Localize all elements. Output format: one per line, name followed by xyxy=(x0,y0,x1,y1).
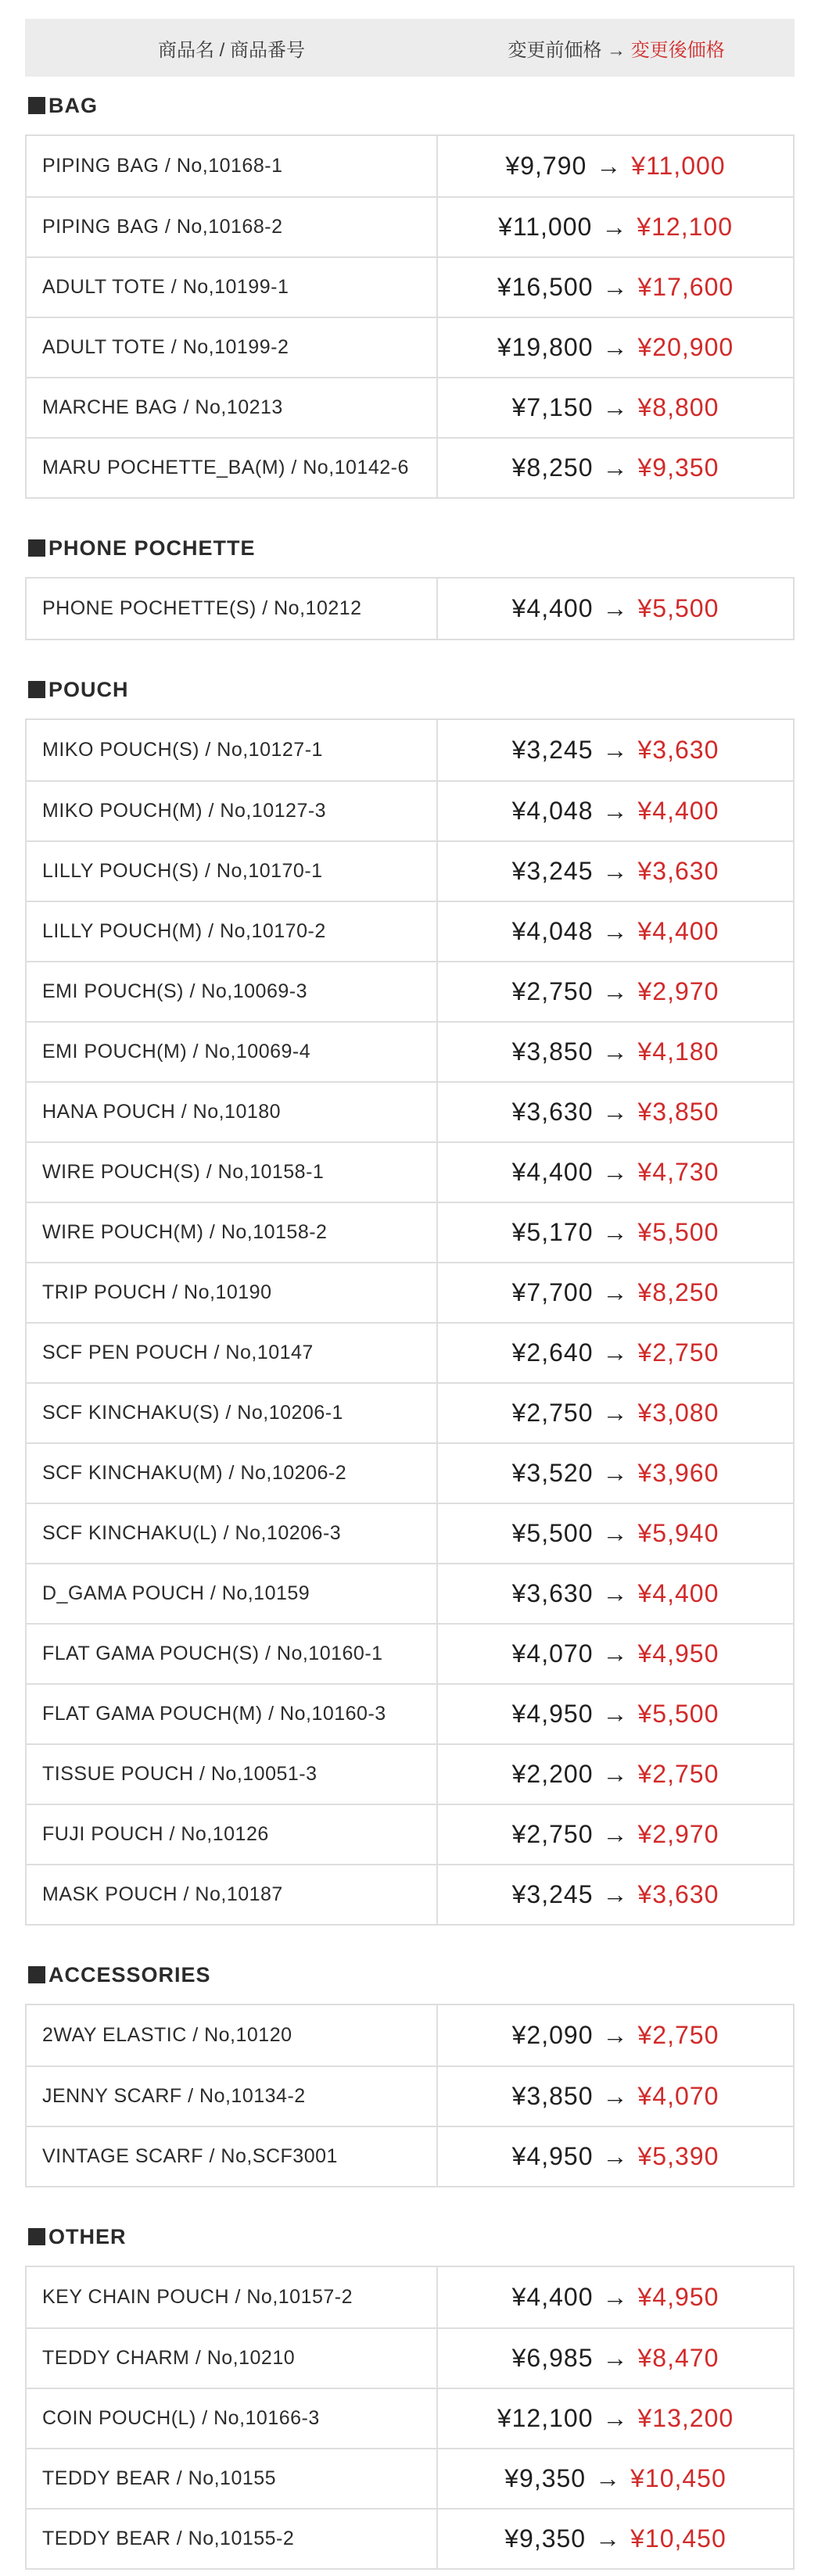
old-price: ¥4,950 xyxy=(511,2142,594,2170)
price-cell xyxy=(438,1083,793,1141)
section-spacer xyxy=(25,2187,795,2208)
price-cell xyxy=(438,1685,793,1743)
price-cell xyxy=(438,1384,793,1442)
table-row xyxy=(27,1503,793,1563)
arrow-right-icon: → xyxy=(602,594,629,622)
section-spacer xyxy=(25,640,795,661)
table-row xyxy=(27,1623,793,1683)
old-price: ¥9,790 xyxy=(505,152,587,180)
section-title-text: ACCESSORIES xyxy=(48,1962,211,1987)
product-name-cell: SCF KINCHAKU(M) / No,10206-2 xyxy=(27,1444,438,1503)
price-table xyxy=(25,577,795,640)
old-price: ¥6,985 xyxy=(511,2344,594,2372)
product-name-cell: SCF PEN POUCH / No,10147 xyxy=(27,1324,438,1382)
new-price: ¥5,500 xyxy=(637,1218,719,1246)
product-name-cell: D_GAMA POUCH / No,10159 xyxy=(27,1564,438,1623)
arrow-right-icon: → xyxy=(602,917,629,945)
arrow-right-icon: → xyxy=(602,797,629,825)
table-row xyxy=(27,196,793,256)
new-price: ¥2,970 xyxy=(637,977,719,1005)
table-row xyxy=(27,1864,793,1924)
arrow-right-icon: → xyxy=(595,2524,622,2553)
table-row xyxy=(27,1442,793,1503)
new-price: ¥2,970 xyxy=(637,1820,719,1848)
old-price: ¥19,800 xyxy=(497,333,594,361)
new-price: ¥4,400 xyxy=(637,797,719,825)
old-price: ¥3,520 xyxy=(511,1459,594,1487)
product-name-cell: TEDDY BEAR / No,10155-2 xyxy=(27,2510,438,2568)
price-cell xyxy=(438,842,793,901)
price-cell xyxy=(438,1263,793,1322)
new-price: ¥4,950 xyxy=(637,2283,719,2311)
section-title-text: PHONE POCHETTE xyxy=(48,536,256,560)
product-name-cell: SCF KINCHAKU(S) / No,10206-1 xyxy=(27,1384,438,1442)
price-cell xyxy=(438,1745,793,1804)
old-price: ¥4,048 xyxy=(511,917,594,945)
product-name-cell: MASK POUCH / No,10187 xyxy=(27,1865,438,1924)
product-name-cell: WIRE POUCH(M) / No,10158-2 xyxy=(27,1203,438,1262)
arrow-right-icon: → xyxy=(602,1579,629,1607)
price-table xyxy=(25,134,795,499)
price-cell xyxy=(438,2067,793,2126)
arrow-right-icon: → xyxy=(602,1399,629,1427)
product-name-cell: COIN POUCH(L) / No,10166-3 xyxy=(27,2389,438,2448)
section-bag xyxy=(25,77,795,499)
arrow-right-icon: → xyxy=(601,213,628,241)
new-price: ¥4,730 xyxy=(637,1158,719,1186)
price-cell xyxy=(438,1805,793,1864)
new-price: ¥10,450 xyxy=(630,2524,727,2553)
product-name-cell: PHONE POCHETTE(S) / No,10212 xyxy=(27,579,438,639)
table-row xyxy=(27,2327,793,2388)
old-price: ¥4,048 xyxy=(511,797,594,825)
arrow-right-icon: → xyxy=(602,1700,629,1728)
old-price: ¥7,700 xyxy=(511,1278,594,1306)
product-name-cell: KEY CHAIN POUCH / No,10157-2 xyxy=(27,2267,438,2327)
product-name-cell: FLAT GAMA POUCH(S) / No,10160-1 xyxy=(27,1625,438,1683)
product-name-cell: LILLY POUCH(S) / No,10170-1 xyxy=(27,842,438,901)
old-price: ¥2,200 xyxy=(511,1760,594,1788)
arrow-right-icon: → xyxy=(602,2021,629,2049)
old-price: ¥5,170 xyxy=(511,1218,594,1246)
header-arrow: → xyxy=(607,39,626,61)
old-price: ¥2,090 xyxy=(511,2021,594,2049)
black-square-icon xyxy=(28,2228,45,2245)
product-name-cell: VINTAGE SCARF / No,SCF3001 xyxy=(27,2127,438,2186)
arrow-right-icon: → xyxy=(602,977,629,1005)
table-row xyxy=(27,1322,793,1382)
old-price: ¥3,850 xyxy=(511,1037,594,1066)
price-cell xyxy=(438,318,793,377)
price-cell xyxy=(438,2389,793,2448)
table-row xyxy=(27,961,793,1021)
header-price-column xyxy=(438,34,795,62)
price-cell xyxy=(438,579,793,639)
old-price: ¥4,070 xyxy=(511,1639,594,1668)
new-price: ¥3,630 xyxy=(637,736,719,764)
table-row xyxy=(27,1081,793,1141)
price-cell xyxy=(438,1444,793,1503)
table-row xyxy=(27,2267,793,2327)
product-name-cell: ADULT TOTE / No,10199-2 xyxy=(27,318,438,377)
new-price: ¥4,400 xyxy=(637,1579,719,1607)
arrow-right-icon: → xyxy=(596,152,622,180)
old-price: ¥3,630 xyxy=(511,1098,594,1126)
table-header xyxy=(25,19,795,77)
old-price: ¥2,750 xyxy=(511,1399,594,1427)
header-old-price-label: 変更前価格 xyxy=(508,39,602,61)
price-table xyxy=(25,718,795,1926)
price-cell xyxy=(438,258,793,317)
black-square-icon xyxy=(28,539,45,557)
new-price: ¥8,470 xyxy=(637,2344,719,2372)
product-name-cell: SCF KINCHAKU(L) / No,10206-3 xyxy=(27,1504,438,1563)
old-price: ¥12,100 xyxy=(497,2404,594,2432)
old-price: ¥3,630 xyxy=(511,1579,594,1607)
old-price: ¥16,500 xyxy=(497,273,594,301)
new-price: ¥20,900 xyxy=(637,333,734,361)
new-price: ¥2,750 xyxy=(637,2021,719,2049)
arrow-right-icon: → xyxy=(602,393,629,421)
table-row xyxy=(27,720,793,780)
arrow-right-icon: → xyxy=(602,2082,629,2110)
product-name-cell: MIKO POUCH(M) / No,10127-3 xyxy=(27,782,438,840)
new-price: ¥3,080 xyxy=(637,1399,719,1427)
black-square-icon xyxy=(28,681,45,698)
product-name-cell: 2WAY ELASTIC / No,10120 xyxy=(27,2005,438,2065)
sections-container xyxy=(25,77,795,2570)
new-price: ¥5,500 xyxy=(637,594,719,622)
table-row xyxy=(27,2005,793,2065)
price-cell xyxy=(438,902,793,961)
price-cell xyxy=(438,1564,793,1623)
section-accessories xyxy=(25,1926,795,2187)
price-cell xyxy=(438,439,793,497)
price-cell xyxy=(438,1865,793,1924)
table-row xyxy=(27,1743,793,1804)
new-price: ¥10,450 xyxy=(630,2464,727,2492)
arrow-right-icon: → xyxy=(602,1760,629,1788)
table-row xyxy=(27,1563,793,1623)
arrow-right-icon: → xyxy=(602,2283,629,2311)
table-row xyxy=(27,256,793,317)
price-cell xyxy=(438,198,793,256)
price-cell xyxy=(438,1023,793,1081)
product-name-cell: WIRE POUCH(S) / No,10158-1 xyxy=(27,1143,438,1202)
product-name-cell: MARU POCHETTE_BA(M) / No,10142-6 xyxy=(27,439,438,497)
arrow-right-icon: → xyxy=(602,1519,629,1547)
black-square-icon xyxy=(28,1966,45,1983)
old-price: ¥3,245 xyxy=(511,1880,594,1908)
product-name-cell: TEDDY BEAR / No,10155 xyxy=(27,2449,438,2508)
price-table xyxy=(25,2266,795,2570)
product-name-cell: HANA POUCH / No,10180 xyxy=(27,1083,438,1141)
price-table xyxy=(25,2004,795,2187)
arrow-right-icon: → xyxy=(602,273,629,301)
product-name-cell: FUJI POUCH / No,10126 xyxy=(27,1805,438,1864)
price-cell xyxy=(438,378,793,437)
arrow-right-icon: → xyxy=(595,2464,622,2492)
arrow-right-icon: → xyxy=(602,2404,629,2432)
table-row xyxy=(27,2388,793,2448)
new-price: ¥12,100 xyxy=(637,213,733,241)
new-price: ¥3,630 xyxy=(637,857,719,885)
old-price: ¥4,400 xyxy=(511,594,594,622)
section-spacer xyxy=(25,499,795,519)
old-price: ¥9,350 xyxy=(504,2524,587,2553)
header-name-column: 商品名 / 商品番号 xyxy=(157,39,305,61)
old-price: ¥2,750 xyxy=(511,1820,594,1848)
old-price: ¥4,950 xyxy=(511,1700,594,1728)
old-price: ¥3,245 xyxy=(511,736,594,764)
price-cell xyxy=(438,720,793,780)
product-name-cell: FLAT GAMA POUCH(M) / No,10160-3 xyxy=(27,1685,438,1743)
product-name-cell: TISSUE POUCH / No,10051-3 xyxy=(27,1745,438,1804)
arrow-right-icon: → xyxy=(602,1098,629,1126)
table-row xyxy=(27,1141,793,1202)
arrow-right-icon: → xyxy=(602,333,629,361)
price-cell xyxy=(438,782,793,840)
table-row xyxy=(27,2126,793,2186)
section-pouch xyxy=(25,640,795,1926)
new-price: ¥9,350 xyxy=(637,453,719,482)
section-title xyxy=(25,1946,795,2004)
old-price: ¥9,350 xyxy=(504,2464,587,2492)
old-price: ¥7,150 xyxy=(511,393,594,421)
product-name-cell: EMI POUCH(M) / No,10069-4 xyxy=(27,1023,438,1081)
new-price: ¥5,500 xyxy=(637,1700,719,1728)
arrow-right-icon: → xyxy=(602,1037,629,1066)
arrow-right-icon: → xyxy=(602,857,629,885)
new-price: ¥3,630 xyxy=(637,1880,719,1908)
arrow-right-icon: → xyxy=(602,1820,629,1848)
table-row xyxy=(27,1202,793,1262)
new-price: ¥5,390 xyxy=(637,2142,719,2170)
old-price: ¥8,250 xyxy=(511,453,594,482)
product-name-cell: PIPING BAG / No,10168-2 xyxy=(27,198,438,256)
new-price: ¥3,850 xyxy=(637,1098,719,1126)
section-title xyxy=(25,2208,795,2266)
table-row xyxy=(27,901,793,961)
arrow-right-icon: → xyxy=(602,2142,629,2170)
product-name-cell: JENNY SCARF / No,10134-2 xyxy=(27,2067,438,2126)
new-price: ¥5,940 xyxy=(637,1519,719,1547)
new-price: ¥4,070 xyxy=(637,2082,719,2110)
old-price: ¥4,400 xyxy=(511,2283,594,2311)
table-row xyxy=(27,1683,793,1743)
table-row xyxy=(27,317,793,377)
product-name-cell: TRIP POUCH / No,10190 xyxy=(27,1263,438,1322)
new-price: ¥8,250 xyxy=(637,1278,719,1306)
table-row xyxy=(27,136,793,196)
arrow-right-icon: → xyxy=(602,1158,629,1186)
arrow-right-icon: → xyxy=(602,2344,629,2372)
old-price: ¥11,000 xyxy=(498,213,593,241)
new-price: ¥13,200 xyxy=(637,2404,734,2432)
table-row xyxy=(27,1021,793,1081)
section-title-text: POUCH xyxy=(48,677,129,701)
product-name-cell: ADULT TOTE / No,10199-1 xyxy=(27,258,438,317)
arrow-right-icon: → xyxy=(602,453,629,482)
new-price: ¥3,960 xyxy=(637,1459,719,1487)
new-price: ¥17,600 xyxy=(637,273,734,301)
arrow-right-icon: → xyxy=(602,1459,629,1487)
price-cell xyxy=(438,136,793,196)
price-cell xyxy=(438,2005,793,2065)
product-name-cell: MIKO POUCH(S) / No,10127-1 xyxy=(27,720,438,780)
product-name-cell: LILLY POUCH(M) / No,10170-2 xyxy=(27,902,438,961)
section-title xyxy=(25,661,795,718)
table-row xyxy=(27,1804,793,1864)
price-cell xyxy=(438,1324,793,1382)
price-cell xyxy=(438,2329,793,2388)
new-price: ¥2,750 xyxy=(637,1338,719,1367)
product-name-cell: EMI POUCH(S) / No,10069-3 xyxy=(27,962,438,1021)
arrow-right-icon: → xyxy=(602,1639,629,1668)
arrow-right-icon: → xyxy=(602,1880,629,1908)
table-row xyxy=(27,780,793,840)
price-cell xyxy=(438,2510,793,2568)
old-price: ¥3,850 xyxy=(511,2082,594,2110)
price-cell xyxy=(438,962,793,1021)
old-price: ¥5,500 xyxy=(511,1519,594,1547)
price-cell xyxy=(438,2127,793,2186)
product-name-cell: PIPING BAG / No,10168-1 xyxy=(27,136,438,196)
table-row xyxy=(27,579,793,639)
section-spacer xyxy=(25,1926,795,1946)
section-phone-pochette xyxy=(25,499,795,640)
price-cell xyxy=(438,2449,793,2508)
arrow-right-icon: → xyxy=(602,1278,629,1306)
section-title xyxy=(25,519,795,577)
old-price: ¥2,640 xyxy=(511,1338,594,1367)
new-price: ¥2,750 xyxy=(637,1760,719,1788)
section-other xyxy=(25,2187,795,2570)
product-name-cell: MARCHE BAG / No,10213 xyxy=(27,378,438,437)
arrow-right-icon: → xyxy=(602,736,629,764)
table-row xyxy=(27,840,793,901)
price-cell xyxy=(438,1625,793,1683)
new-price: ¥4,400 xyxy=(637,917,719,945)
black-square-icon xyxy=(28,97,45,114)
section-title-text: BAG xyxy=(48,93,98,117)
table-row xyxy=(27,2508,793,2568)
table-row xyxy=(27,2448,793,2508)
old-price: ¥3,245 xyxy=(511,857,594,885)
section-title-text: OTHER xyxy=(48,2224,127,2248)
table-row xyxy=(27,377,793,437)
price-cell xyxy=(438,1203,793,1262)
table-row xyxy=(27,1262,793,1322)
table-row xyxy=(27,437,793,497)
section-title xyxy=(25,77,795,134)
new-price: ¥8,800 xyxy=(637,393,719,421)
header-new-price-label: 変更後価格 xyxy=(630,39,725,61)
old-price: ¥2,750 xyxy=(511,977,594,1005)
new-price: ¥4,180 xyxy=(637,1037,719,1066)
new-price: ¥4,950 xyxy=(637,1639,719,1668)
price-cell xyxy=(438,1143,793,1202)
arrow-right-icon: → xyxy=(602,1218,629,1246)
new-price: ¥11,000 xyxy=(631,152,726,180)
product-name-cell: TEDDY CHARM / No,10210 xyxy=(27,2329,438,2388)
table-row xyxy=(27,2065,793,2126)
price-cell xyxy=(438,1504,793,1563)
old-price: ¥4,400 xyxy=(511,1158,594,1186)
arrow-right-icon: → xyxy=(602,1338,629,1367)
price-cell xyxy=(438,2267,793,2327)
table-row xyxy=(27,1382,793,1442)
